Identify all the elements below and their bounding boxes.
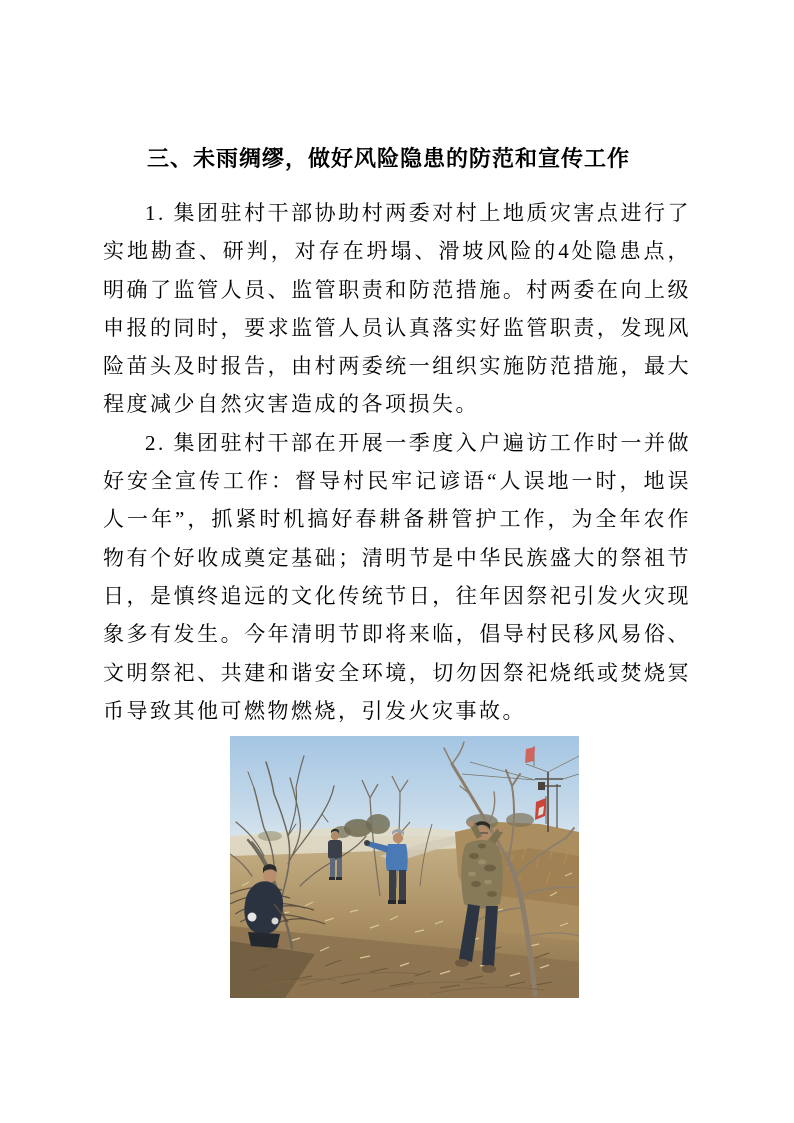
paragraph-safety-publicity: 2. 集团驻村干部在开展一季度入户遍访工作时一并做好安全宣传工作：督导村民牢记谚语“人误地一时，地误人一年”，抓紧时机搞好春耕备耕管护工作，为全年农作物有个好收成奠定基础；清明节是中华民族盛大的祭祖节日，是慎终追远的文化传统节日，往年因祭祀引发火灾现象多有发生。今年清明节即将来临，倡导村民移风易俗、文明祭祀、共建和谐安全环境，切勿因祭祀烧纸或焚烧冥币导致其他可燃物燃烧，引发火灾事故。 — [103, 430, 691, 723]
photo-illustration — [230, 736, 579, 998]
photo-orchard-pruning — [230, 736, 579, 998]
section-heading: 三、未雨绸缪，做好风险隐患的防范和宣传工作 — [147, 146, 631, 171]
document-content — [103, 140, 691, 998]
paragraph-risk-prevention: 1. 集团驻村干部协助村两委对村上地质灾害点进行了实地勘查、研判，对存在坍塌、滑坡风险的4处隐患点，明确了监管人员、监管职责和防范措施。村两委在向上级申报的同时，要求监管人员认真落实好监管职责，发现风险苗头及时报告，由村两委统一组织实施防范措施，最大程度减少自然灾害造成的各项损失。 — [103, 201, 691, 417]
